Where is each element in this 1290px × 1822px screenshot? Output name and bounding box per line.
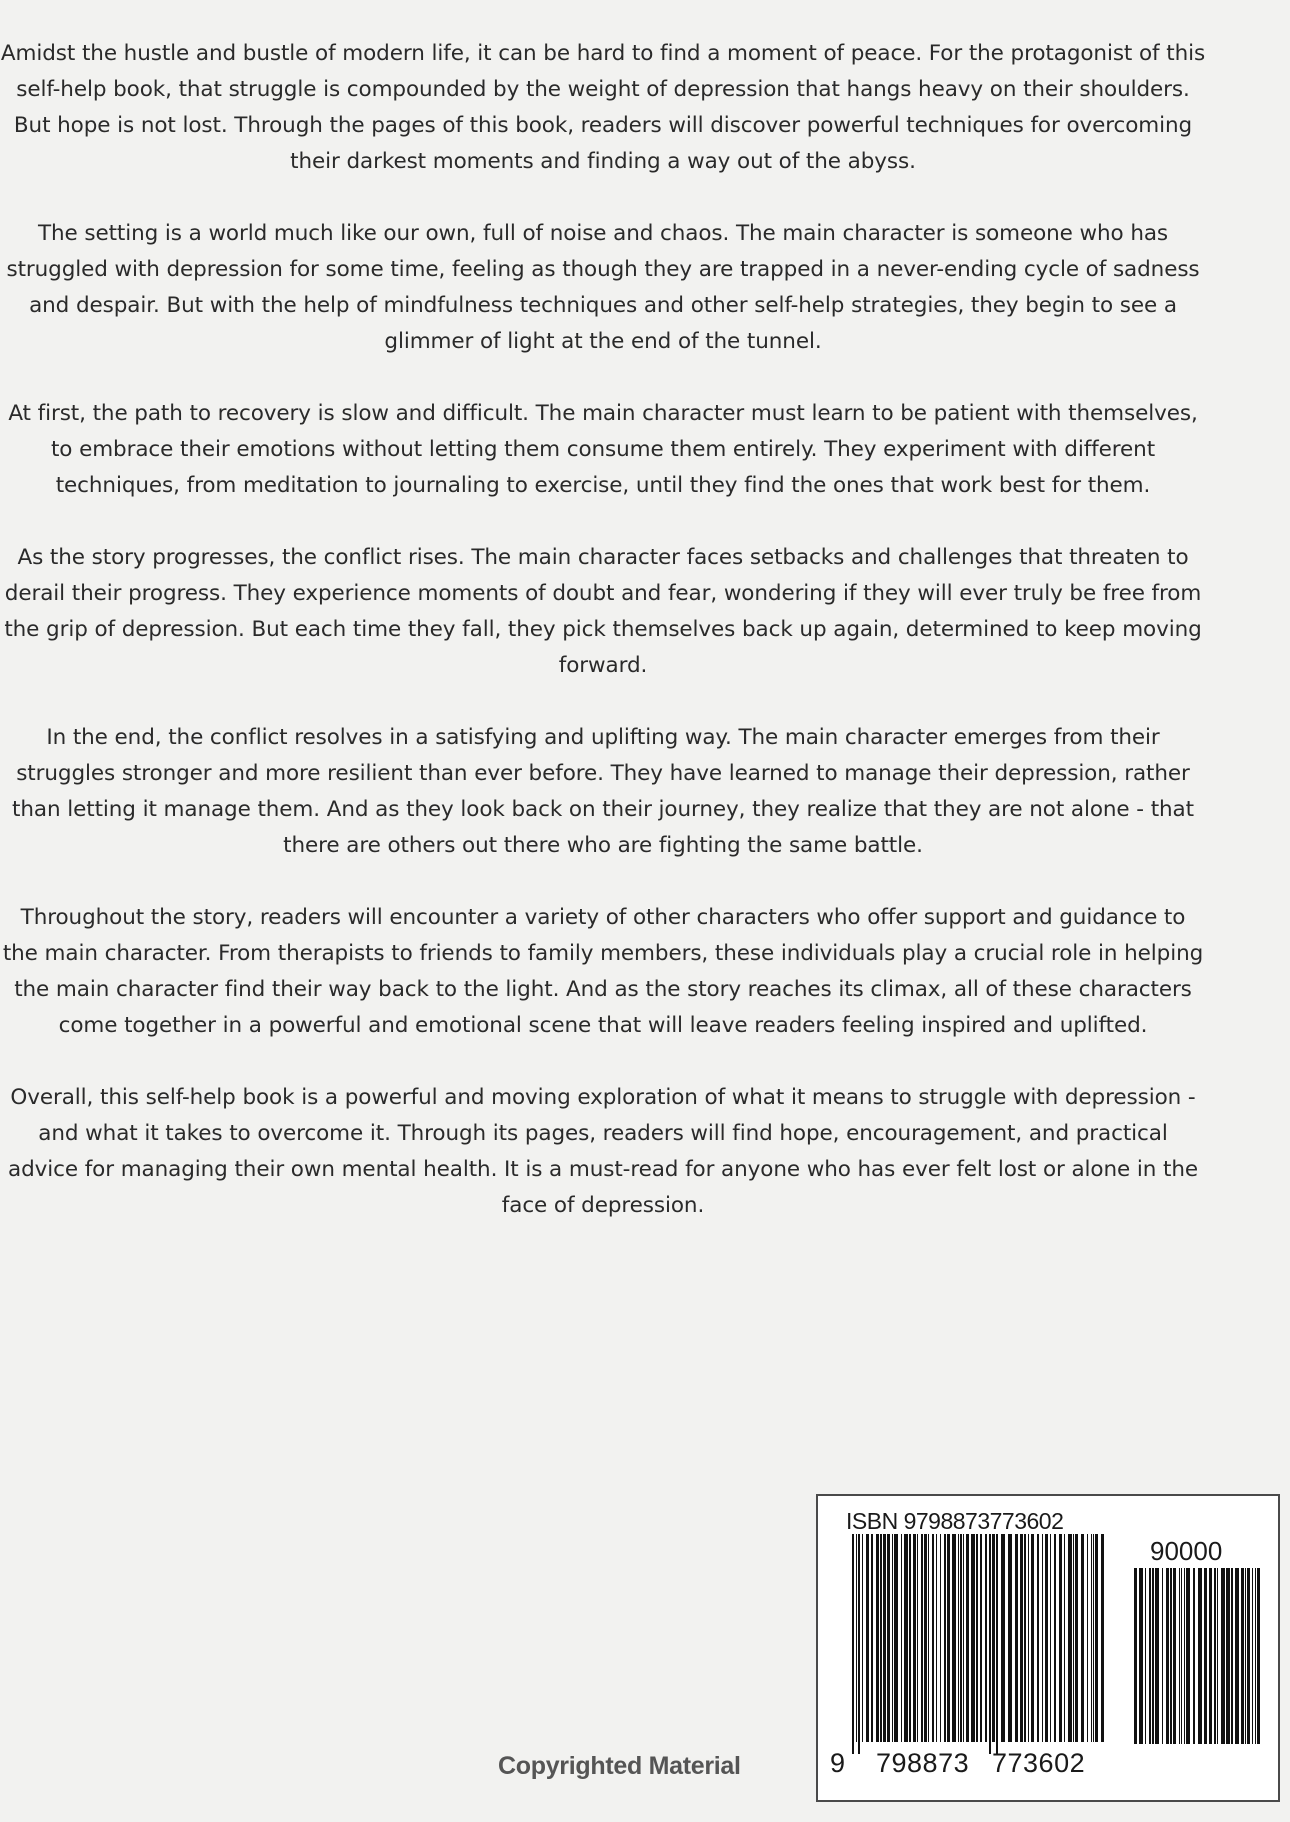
barcode-bar bbox=[1031, 1534, 1034, 1742]
barcode-bar bbox=[1068, 1534, 1072, 1742]
barcode-bar bbox=[883, 1534, 886, 1742]
barcode-bar bbox=[1247, 1568, 1250, 1744]
barcode-bar bbox=[1257, 1568, 1260, 1744]
barcode-left-digits: 798873 bbox=[876, 1748, 970, 1778]
barcode-bar bbox=[1181, 1568, 1182, 1744]
barcode-bar bbox=[1231, 1568, 1233, 1744]
barcode-bar bbox=[1042, 1534, 1043, 1742]
barcode-bar bbox=[1155, 1568, 1159, 1744]
barcode-bar bbox=[1045, 1534, 1048, 1742]
barcode-bar bbox=[1184, 1568, 1185, 1744]
barcode-bar bbox=[971, 1534, 975, 1742]
barcode-bar bbox=[928, 1534, 929, 1742]
barcode-bar bbox=[936, 1534, 937, 1742]
barcode-bar bbox=[1028, 1534, 1029, 1742]
paragraph-6: Throughout the story, readers will encounter a variety of other characters who offer support and guidance to the main character. From therapists to friends to family members, these individuals play a crucial role in helping the main character find their way back to the light. And as the story reaches its climax, all of these characters come together in a powerful and emotional scene that will leave readers feeling inspired and uplifted. bbox=[2, 905, 1204, 1038]
barcode-guard-bar bbox=[852, 1534, 854, 1754]
barcode-bar bbox=[1001, 1534, 1005, 1742]
isbn-barcode bbox=[816, 1494, 1280, 1802]
barcode-bar bbox=[1173, 1568, 1176, 1744]
barcode-bar bbox=[1020, 1534, 1023, 1742]
addon-barcode-bars bbox=[1134, 1568, 1260, 1744]
barcode-guard-bar bbox=[989, 1534, 991, 1754]
barcode-bar bbox=[1204, 1568, 1207, 1744]
barcode-bar bbox=[1064, 1534, 1065, 1742]
barcode-bar bbox=[917, 1534, 918, 1742]
barcode-bar bbox=[940, 1534, 941, 1742]
paragraph-3: At first, the path to recovery is slow and difficult. The main character must learn to be patient with themselves, to embrace their emotions without letting them consume them entirely. They experiment with different techniques, from meditation to journaling to exercise, until they find the ones that work best for them. bbox=[8, 401, 1198, 498]
barcode-bar bbox=[1087, 1534, 1088, 1742]
barcode-bar bbox=[866, 1534, 869, 1742]
barcode-bar bbox=[1073, 1534, 1074, 1742]
barcode-bar bbox=[1037, 1534, 1039, 1742]
barcode-bar bbox=[952, 1534, 956, 1742]
barcode-bar bbox=[856, 1534, 857, 1742]
barcode-bar bbox=[1241, 1568, 1244, 1744]
barcode-bar bbox=[947, 1534, 950, 1742]
barcode-right-digits: 773602 bbox=[992, 1748, 1086, 1778]
paragraph-7: Overall, this self-help book is a powerful and moving exploration of what it means to struggle with depression - and what it takes to overcome it. Through its pages, readers will find hope, encouragement, and practical advice for managing their own mental health. It is a must-read for anyone who has ever felt lost or alone in the face of depression. bbox=[8, 1085, 1198, 1218]
barcode-guard-bar bbox=[858, 1534, 860, 1754]
barcode-bar bbox=[1093, 1534, 1094, 1742]
barcode-bar bbox=[880, 1534, 882, 1742]
barcode-bar bbox=[966, 1534, 969, 1742]
barcode-bar bbox=[1198, 1568, 1202, 1744]
barcode-bar bbox=[1193, 1568, 1195, 1744]
barcode-bar bbox=[1149, 1568, 1151, 1744]
barcode-bar bbox=[1081, 1534, 1084, 1742]
barcode-bar bbox=[1134, 1568, 1137, 1744]
barcode-bar bbox=[1214, 1568, 1216, 1744]
barcode-bar bbox=[1209, 1568, 1212, 1744]
barcode-bar bbox=[1075, 1534, 1078, 1742]
addon-code: 90000 bbox=[1150, 1536, 1223, 1566]
barcode-bar bbox=[985, 1534, 987, 1742]
barcode-bar bbox=[944, 1534, 946, 1742]
barcode-bar bbox=[871, 1534, 873, 1742]
barcode-bar bbox=[1054, 1534, 1056, 1742]
barcode-guard-bar bbox=[996, 1534, 998, 1754]
barcode-bar bbox=[1179, 1568, 1180, 1744]
barcode-bar bbox=[1186, 1568, 1190, 1744]
barcode-bar bbox=[1024, 1534, 1026, 1742]
barcode-bar bbox=[1170, 1568, 1172, 1744]
barcode-bar bbox=[876, 1534, 879, 1742]
barcode-bar bbox=[1145, 1568, 1146, 1744]
paragraph-2: The setting is a world much like our own, full of noise and chaos. The main character is someone who has struggled with depression for some time, feeling as though they are trapped in a never-ending cycle of sadness and despair. But with the help of mindfulness techniques and other self-help strategies, they begin to see a glimmer of light at the end of the tunnel. bbox=[6, 221, 1200, 354]
barcode-bar bbox=[921, 1534, 923, 1742]
copyright-notice: Copyrighted Material bbox=[498, 1752, 741, 1780]
main-barcode-bars bbox=[852, 1534, 1104, 1754]
barcode-bar bbox=[1091, 1534, 1092, 1742]
barcode-bar bbox=[894, 1534, 898, 1742]
barcode-bar bbox=[1166, 1568, 1169, 1744]
barcode-bar bbox=[1221, 1568, 1225, 1744]
barcode-bar bbox=[862, 1534, 863, 1742]
barcode-bar bbox=[909, 1534, 911, 1742]
barcode-bar bbox=[1162, 1568, 1163, 1744]
barcode-bar bbox=[1217, 1568, 1218, 1744]
barcode-bar bbox=[1252, 1568, 1253, 1744]
barcode-bar bbox=[992, 1534, 995, 1742]
barcode-bar bbox=[1235, 1568, 1239, 1744]
barcode-bar bbox=[958, 1534, 959, 1742]
barcode-bar bbox=[887, 1534, 890, 1742]
barcode-bar bbox=[904, 1534, 908, 1742]
barcode-lead-digit: 9 bbox=[830, 1748, 846, 1778]
barcode-bar bbox=[1152, 1568, 1154, 1744]
barcode-bar bbox=[1059, 1534, 1062, 1742]
barcode-bar bbox=[1139, 1568, 1143, 1744]
paragraph-1: Amidst the hustle and bustle of modern life, it can be hard to find a moment of peace. For the protagonist of this self-help book, that struggle is compounded by the weight of depression that hangs heavy on their shoulders. But hope is not lost. Through the pages of this book, readers will discover powerful techniques for overcoming their darkest moments and finding a way out of the abyss. bbox=[0, 41, 1206, 174]
barcode-bar bbox=[1255, 1568, 1256, 1744]
barcode-bar bbox=[1245, 1568, 1246, 1744]
paragraph-5: In the end, the conflict resolves in a satisfying and uplifting way. The main character emerges from their struggles stronger and more resilient than ever before. They have learned to manage their depression, rather than letting it manage them. And as they look back on their journey, they realize that they are not alone - that there are others out there who are fighting the same battle. bbox=[12, 725, 1194, 858]
isbn-label: ISBN 9798873773602 bbox=[846, 1508, 1064, 1534]
barcode-bar bbox=[1226, 1568, 1230, 1744]
barcode-bar bbox=[1050, 1534, 1051, 1742]
barcode-bar bbox=[963, 1534, 964, 1742]
paragraph-4: As the story progresses, the conflict rises. The main character faces setbacks and challenges that threaten to derail their progress. They experience moments of doubt and fear, wondering if they will ever truly be free from the grip of depression. But each time they fall, they pick themselves back up again, determined to keep moving forward. bbox=[4, 545, 1202, 678]
barcode-bar bbox=[913, 1534, 916, 1742]
barcode-bar bbox=[892, 1534, 893, 1742]
barcode-bar bbox=[924, 1534, 927, 1742]
barcode-bar bbox=[976, 1534, 978, 1742]
barcode-bar bbox=[901, 1534, 902, 1742]
barcode-bar bbox=[932, 1534, 934, 1742]
barcode-bar bbox=[980, 1534, 982, 1742]
barcode-bar bbox=[1101, 1534, 1104, 1742]
back-cover-text bbox=[0, 36, 1206, 1260]
barcode-bar bbox=[960, 1534, 962, 1742]
barcode-digits bbox=[826, 1744, 1116, 1784]
barcode-bar bbox=[1095, 1534, 1098, 1742]
barcode-bar bbox=[1015, 1534, 1018, 1742]
barcode-bar bbox=[1008, 1534, 1012, 1742]
